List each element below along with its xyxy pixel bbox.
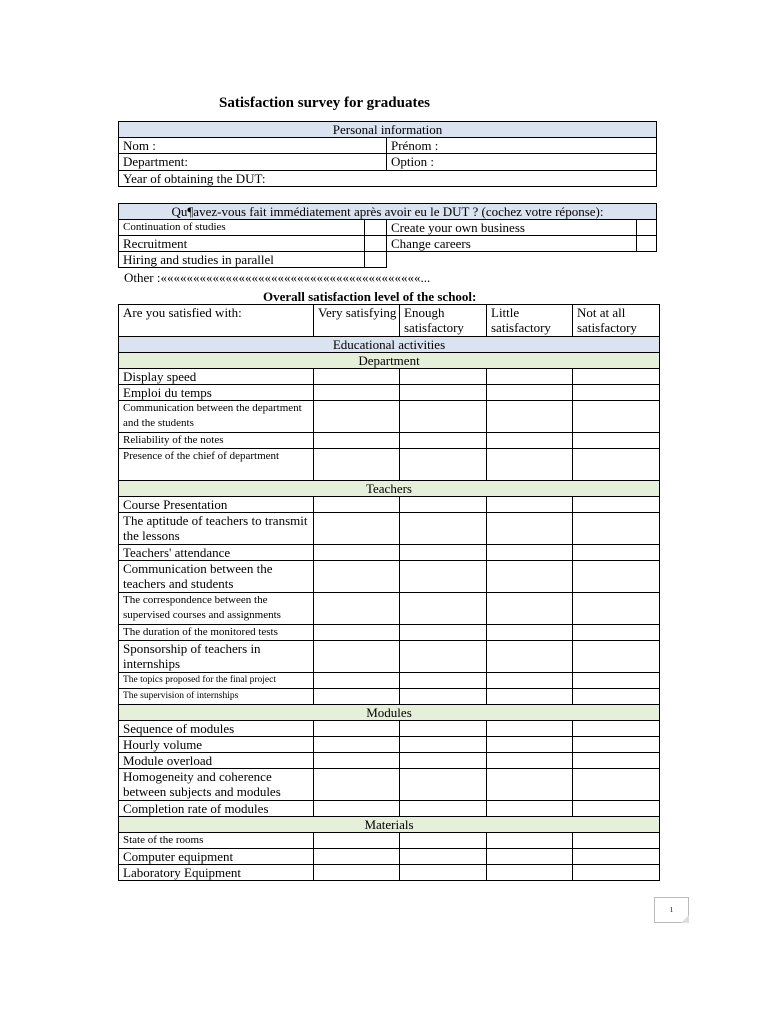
survey-row <box>119 625 660 641</box>
survey-row <box>119 513 660 545</box>
survey-row <box>119 401 660 433</box>
rating-cell[interactable] <box>400 593 487 625</box>
survey-row <box>119 689 660 705</box>
rating-cell[interactable] <box>314 753 400 769</box>
checkbox-recruitment[interactable] <box>365 236 387 252</box>
other-field[interactable]: Other :««««««««««««««««««««««««««««««««««««««««... <box>124 270 431 285</box>
survey-item-label: Sponsorship of teachers in internships <box>119 641 314 673</box>
rating-cell[interactable] <box>573 561 660 593</box>
rating-cell[interactable] <box>400 849 487 865</box>
rating-cell[interactable] <box>400 401 487 433</box>
after-dut-question: Qu¶avez-vous fait immédiatement après avoir eu le DUT ? (cochez votre réponse): <box>119 204 657 220</box>
rating-cell[interactable] <box>400 545 487 561</box>
survey-row <box>119 865 660 881</box>
satisfaction-table <box>118 304 660 881</box>
rating-cell[interactable] <box>400 449 487 481</box>
survey-item-label: Course Presentation <box>119 497 314 513</box>
survey-item-label: Computer equipment <box>119 849 314 865</box>
rating-cell[interactable] <box>487 769 573 801</box>
rating-cell[interactable] <box>314 689 400 705</box>
rating-cell[interactable] <box>573 849 660 865</box>
rating-cell[interactable] <box>573 385 660 401</box>
survey-row <box>119 545 660 561</box>
checkbox-continuation[interactable] <box>365 220 387 236</box>
option-field[interactable]: Option : <box>387 154 657 171</box>
rating-cell[interactable] <box>487 433 573 449</box>
level-enough-satisfactory: Enough satisfactory <box>400 305 487 337</box>
educational-activities-header: Educational activities <box>119 337 660 353</box>
survey-row <box>119 369 660 385</box>
survey-item-label: Presence of the chief of department <box>119 449 314 481</box>
rating-cell[interactable] <box>400 769 487 801</box>
rating-cell[interactable] <box>400 369 487 385</box>
survey-row <box>119 593 660 625</box>
rating-cell[interactable] <box>487 737 573 753</box>
personal-info-header: Personal information <box>119 122 657 138</box>
rating-cell[interactable] <box>400 737 487 753</box>
rating-cell[interactable] <box>314 641 400 673</box>
rating-cell[interactable] <box>573 673 660 689</box>
survey-item-label: The topics proposed for the final project <box>119 673 314 689</box>
survey-row <box>119 769 660 801</box>
checkbox-business[interactable] <box>637 220 657 236</box>
personal-info-table <box>118 121 657 187</box>
survey-item-label: The correspondence between the supervised courses and assignments <box>119 593 314 625</box>
survey-item-label: The aptitude of teachers to transmit the lessons <box>119 513 314 545</box>
rating-cell[interactable] <box>573 513 660 545</box>
after-dut-table <box>118 203 657 268</box>
survey-item-label: Module overload <box>119 753 314 769</box>
rating-cell[interactable] <box>314 497 400 513</box>
rating-cell[interactable] <box>487 689 573 705</box>
survey-row <box>119 737 660 753</box>
document-title: Satisfaction survey for graduates <box>219 95 430 111</box>
rating-cell[interactable] <box>314 769 400 801</box>
rating-cell[interactable] <box>487 449 573 481</box>
overall-title: Overall satisfaction level of the school: <box>263 289 477 304</box>
survey-item-label: Communication between the teachers and students <box>119 561 314 593</box>
rating-cell[interactable] <box>487 625 573 641</box>
survey-item-label: Communication between the department and the students <box>119 401 314 433</box>
survey-row <box>119 849 660 865</box>
level-very-satisfying: Very satisfying <box>314 305 400 337</box>
survey-row <box>119 449 660 481</box>
rating-cell[interactable] <box>487 385 573 401</box>
rating-cell[interactable] <box>314 401 400 433</box>
question-header: Are you satisfied with: <box>119 305 314 337</box>
rating-cell[interactable] <box>314 849 400 865</box>
rating-cell[interactable] <box>314 625 400 641</box>
rating-cell[interactable] <box>314 433 400 449</box>
rating-cell[interactable] <box>487 561 573 593</box>
survey-item-label: State of the rooms <box>119 833 314 849</box>
survey-row <box>119 561 660 593</box>
survey-row <box>119 641 660 673</box>
survey-row <box>119 721 660 737</box>
survey-row <box>119 433 660 449</box>
rating-cell[interactable] <box>573 593 660 625</box>
survey-item-label: Hourly volume <box>119 737 314 753</box>
rating-cell[interactable] <box>314 673 400 689</box>
section-header: Department <box>119 353 660 369</box>
survey-item-label: The supervision of internships <box>119 689 314 705</box>
page-number: 1 <box>654 897 689 923</box>
rating-cell[interactable] <box>400 385 487 401</box>
rating-cell[interactable] <box>573 833 660 849</box>
rating-cell[interactable] <box>314 801 400 817</box>
rating-cell[interactable] <box>487 721 573 737</box>
survey-row <box>119 673 660 689</box>
option-change-careers-label: Change careers <box>387 236 637 252</box>
option-hiring-label: Hiring and studies in parallel <box>119 252 365 268</box>
survey-item-label: Completion rate of modules <box>119 801 314 817</box>
rating-cell[interactable] <box>400 513 487 545</box>
survey-item-label: Emploi du temps <box>119 385 314 401</box>
rating-cell[interactable] <box>487 369 573 385</box>
rating-cell[interactable] <box>400 561 487 593</box>
rating-cell[interactable] <box>314 369 400 385</box>
rating-cell[interactable] <box>487 513 573 545</box>
survey-item-label: Display speed <box>119 369 314 385</box>
survey-item-label: The duration of the monitored tests <box>119 625 314 641</box>
rating-cell[interactable] <box>314 545 400 561</box>
rating-cell[interactable] <box>400 865 487 881</box>
nom-field[interactable]: Nom : <box>119 138 387 154</box>
rating-cell[interactable] <box>314 513 400 545</box>
rating-cell[interactable] <box>314 865 400 881</box>
rating-cell[interactable] <box>487 497 573 513</box>
rating-cell[interactable] <box>487 801 573 817</box>
rating-cell[interactable] <box>400 497 487 513</box>
rating-cell[interactable] <box>314 449 400 481</box>
rating-cell[interactable] <box>487 833 573 849</box>
section-header: Modules <box>119 705 660 721</box>
rating-cell[interactable] <box>573 769 660 801</box>
survey-row <box>119 385 660 401</box>
rating-cell[interactable] <box>487 401 573 433</box>
option-recruitment-label: Recruitment <box>119 236 365 252</box>
rating-cell[interactable] <box>314 593 400 625</box>
rating-cell[interactable] <box>314 833 400 849</box>
rating-cell[interactable] <box>400 833 487 849</box>
rating-cell[interactable] <box>487 593 573 625</box>
rating-cell[interactable] <box>573 401 660 433</box>
rating-cell[interactable] <box>314 737 400 753</box>
level-little-satisfactory: Little satisfactory <box>487 305 573 337</box>
rating-cell[interactable] <box>487 865 573 881</box>
rating-cell[interactable] <box>400 625 487 641</box>
option-continuation-label: Continuation of studies <box>119 220 365 236</box>
prenom-field[interactable]: Prénom : <box>387 138 657 154</box>
checkbox-change-careers[interactable] <box>637 236 657 252</box>
rating-cell[interactable] <box>573 865 660 881</box>
survey-row <box>119 801 660 817</box>
checkbox-hiring[interactable] <box>365 252 387 268</box>
rating-cell[interactable] <box>487 641 573 673</box>
survey-row <box>119 497 660 513</box>
rating-cell[interactable] <box>400 433 487 449</box>
rating-cell[interactable] <box>487 545 573 561</box>
rating-cell[interactable] <box>573 689 660 705</box>
survey-item-label: Homogeneity and coherence between subjects and modules <box>119 769 314 801</box>
rating-cell[interactable] <box>314 385 400 401</box>
survey-item-label: Laboratory Equipment <box>119 865 314 881</box>
rating-cell[interactable] <box>400 753 487 769</box>
rating-cell[interactable] <box>400 721 487 737</box>
rating-cell[interactable] <box>573 449 660 481</box>
rating-cell[interactable] <box>400 689 487 705</box>
department-field[interactable]: Department: <box>119 154 387 171</box>
rating-cell[interactable] <box>573 721 660 737</box>
rating-cell[interactable] <box>487 849 573 865</box>
rating-cell[interactable] <box>314 721 400 737</box>
year-field[interactable]: Year of obtaining the DUT: <box>119 171 657 187</box>
level-not-at-all: Not at all satisfactory <box>573 305 660 337</box>
rating-cell[interactable] <box>400 641 487 673</box>
survey-item-label: Reliability of the notes <box>119 433 314 449</box>
rating-cell[interactable] <box>487 673 573 689</box>
rating-cell[interactable] <box>573 641 660 673</box>
survey-item-label: Sequence of modules <box>119 721 314 737</box>
section-header: Materials <box>119 817 660 833</box>
rating-cell[interactable] <box>314 561 400 593</box>
rating-cell[interactable] <box>573 737 660 753</box>
rating-cell[interactable] <box>400 801 487 817</box>
survey-row <box>119 833 660 849</box>
rating-cell[interactable] <box>573 545 660 561</box>
rating-cell[interactable] <box>573 369 660 385</box>
option-business-label: Create your own business <box>387 220 637 236</box>
section-header: Teachers <box>119 481 660 497</box>
survey-row <box>119 753 660 769</box>
rating-cell[interactable] <box>573 433 660 449</box>
rating-cell[interactable] <box>573 497 660 513</box>
rating-cell[interactable] <box>573 801 660 817</box>
rating-cell[interactable] <box>487 753 573 769</box>
rating-cell[interactable] <box>400 673 487 689</box>
survey-item-label: Teachers' attendance <box>119 545 314 561</box>
rating-cell[interactable] <box>573 753 660 769</box>
rating-cell[interactable] <box>573 625 660 641</box>
